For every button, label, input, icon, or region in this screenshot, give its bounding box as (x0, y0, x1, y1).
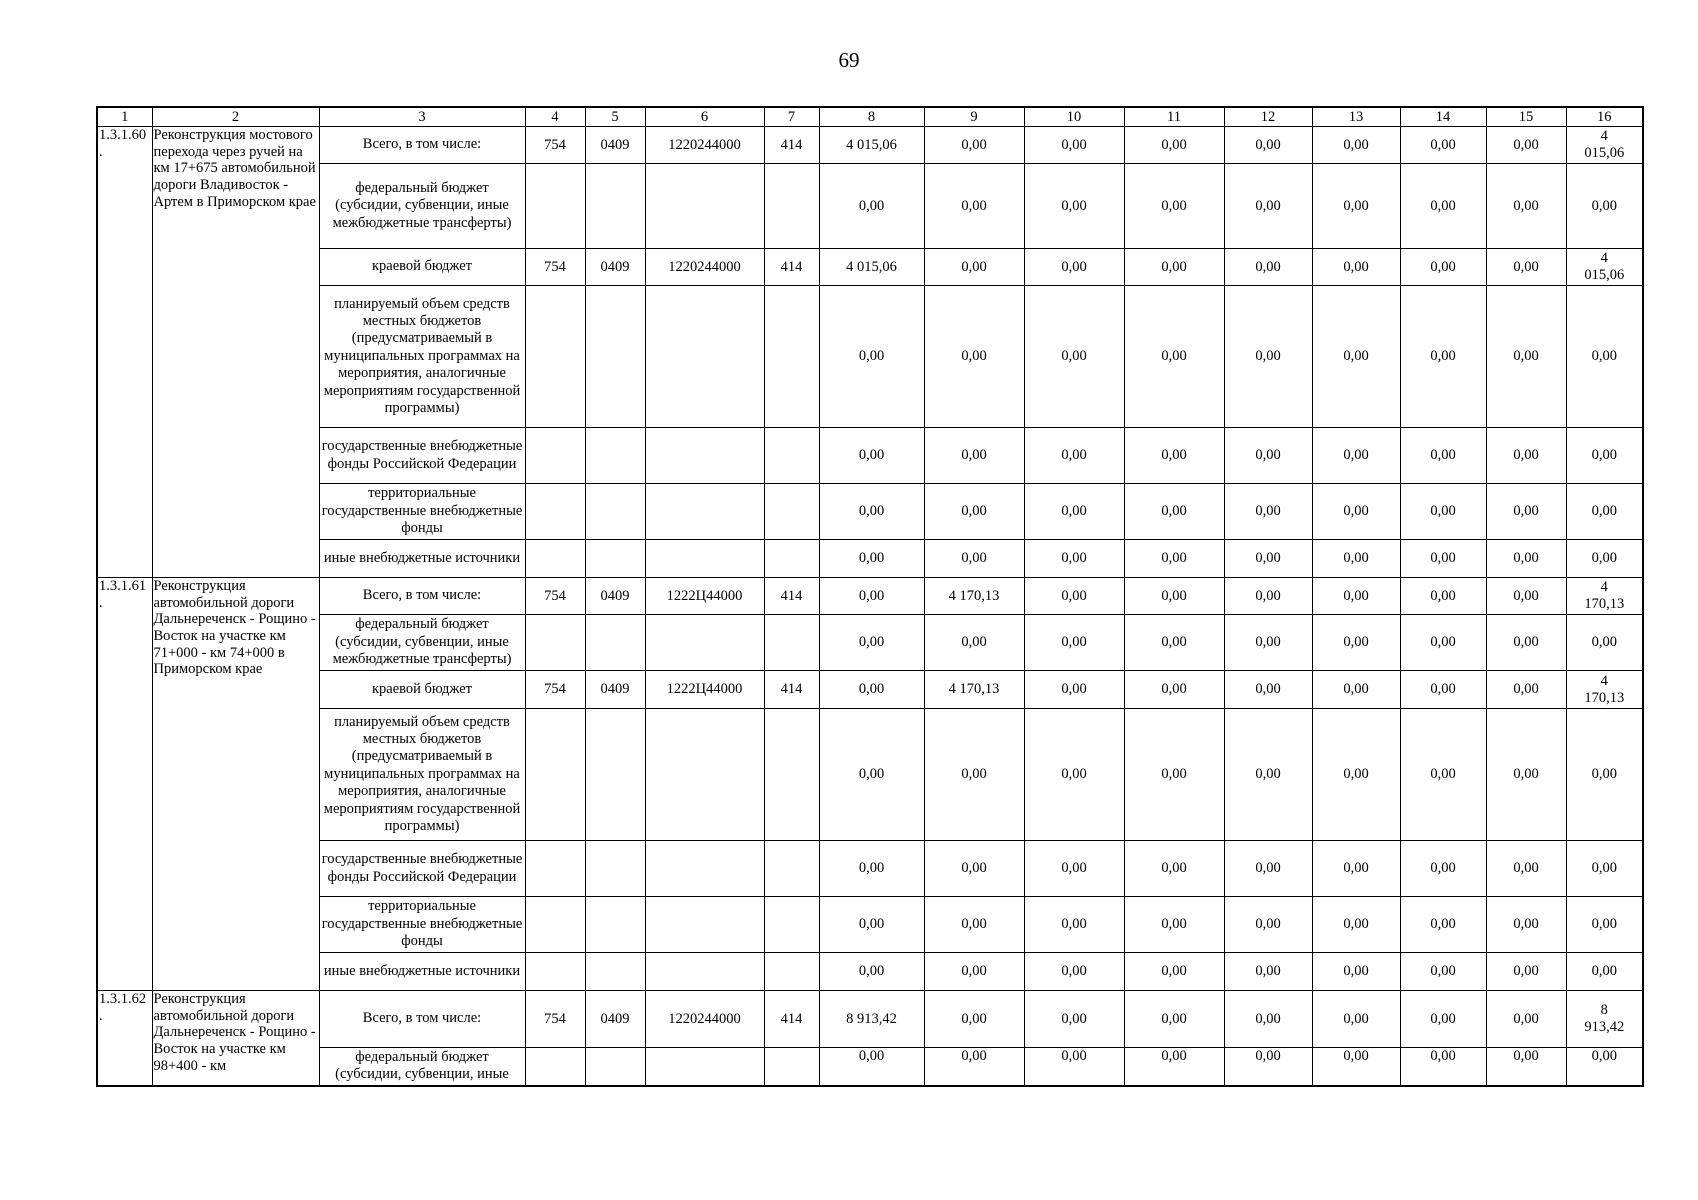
code-cell (645, 615, 764, 671)
amount-cell: 0,00 (1124, 249, 1224, 286)
code-cell (764, 615, 819, 671)
code-cell (645, 953, 764, 991)
code-cell (585, 953, 645, 991)
amount-cell: 0,00 (924, 709, 1024, 841)
amount-cell: 0,00 (1486, 841, 1566, 897)
code-cell (585, 164, 645, 249)
amount-cell: 0,00 (1400, 709, 1486, 841)
amount-cell: 4 170,13 (1566, 578, 1643, 615)
table-row (97, 709, 1643, 841)
amount-cell: 0,00 (1224, 671, 1312, 709)
amount-cell: 0,00 (1024, 709, 1124, 841)
amount-cell: 0,00 (1312, 953, 1400, 991)
amount-cell: 0,00 (1566, 709, 1643, 841)
amount-cell: 0,00 (924, 841, 1024, 897)
item-name: Реконструкция мостового перехода через ручей на км 17+675 автомобильной дороги Владивосток - Артем в Приморском крае (152, 127, 319, 578)
amount-cell: 0,00 (1486, 709, 1566, 841)
amount-cell: 0,00 (819, 428, 924, 484)
column-header: 11 (1124, 107, 1224, 127)
amount-cell: 0,00 (1566, 1048, 1643, 1086)
column-header: 3 (319, 107, 525, 127)
amount-cell: 4 015,06 (1566, 127, 1643, 164)
code-cell (525, 709, 585, 841)
amount-cell: 0,00 (1124, 578, 1224, 615)
amount-cell: 0,00 (1024, 428, 1124, 484)
item-code: 1.3.1.60 . (97, 127, 152, 578)
item-code: 1.3.1.62 . (97, 991, 152, 1086)
amount-cell: 0,00 (1124, 164, 1224, 249)
amount-cell: 0,00 (819, 953, 924, 991)
table-row (97, 671, 1643, 709)
amount-cell: 0,00 (1224, 127, 1312, 164)
amount-cell: 8 913,42 (819, 991, 924, 1048)
amount-cell: 0,00 (1024, 127, 1124, 164)
amount-cell: 0,00 (1400, 991, 1486, 1048)
table-row (97, 578, 1643, 615)
amount-cell: 0,00 (819, 286, 924, 428)
code-cell: 414 (764, 991, 819, 1048)
funding-source: федеральный бюджет (субсидии, субвенции, иные межбюджетные трансферты) (319, 615, 525, 671)
amount-cell: 0,00 (1312, 671, 1400, 709)
code-cell: 0409 (585, 127, 645, 164)
amount-cell: 0,00 (1224, 615, 1312, 671)
code-cell: 754 (525, 249, 585, 286)
code-cell (525, 1048, 585, 1086)
column-header: 15 (1486, 107, 1566, 127)
code-cell (764, 164, 819, 249)
amount-cell: 0,00 (1024, 897, 1124, 953)
code-cell (525, 428, 585, 484)
amount-cell: 0,00 (1312, 709, 1400, 841)
amount-cell: 0,00 (1024, 953, 1124, 991)
amount-cell: 0,00 (819, 615, 924, 671)
amount-cell: 0,00 (1024, 841, 1124, 897)
amount-cell: 0,00 (1024, 164, 1124, 249)
amount-cell: 0,00 (1566, 841, 1643, 897)
header-row (97, 107, 1643, 127)
amount-cell: 0,00 (1566, 897, 1643, 953)
funding-source: планируемый объем средств местных бюджетов (предусматриваемый в муниципальных программах на мероприятия, аналогичные мероприятиям государственной программы) (319, 709, 525, 841)
column-header: 7 (764, 107, 819, 127)
amount-cell: 0,00 (819, 709, 924, 841)
amount-cell: 0,00 (819, 1048, 924, 1086)
code-cell (645, 709, 764, 841)
amount-cell: 0,00 (1486, 540, 1566, 578)
amount-cell: 0,00 (1024, 615, 1124, 671)
amount-cell: 0,00 (924, 249, 1024, 286)
amount-cell: 0,00 (1312, 578, 1400, 615)
amount-cell: 0,00 (1566, 540, 1643, 578)
funding-source: Всего, в том числе: (319, 578, 525, 615)
code-cell (525, 615, 585, 671)
amount-cell: 0,00 (1400, 841, 1486, 897)
amount-cell: 0,00 (1224, 1048, 1312, 1086)
amount-cell: 4 170,13 (924, 671, 1024, 709)
amount-cell: 0,00 (1124, 1048, 1224, 1086)
code-cell (764, 709, 819, 841)
code-cell: 754 (525, 991, 585, 1048)
amount-cell: 4 015,06 (819, 127, 924, 164)
table-row (97, 164, 1643, 249)
funding-source: федеральный бюджет (субсидии, субвенции, иные (319, 1048, 525, 1086)
amount-cell: 0,00 (1124, 484, 1224, 540)
amount-cell: 0,00 (1400, 428, 1486, 484)
code-cell (525, 841, 585, 897)
code-cell (764, 286, 819, 428)
amount-cell: 0,00 (819, 841, 924, 897)
funding-source: иные внебюджетные источники (319, 540, 525, 578)
item-code: 1.3.1.61 . (97, 578, 152, 991)
amount-cell: 0,00 (1312, 428, 1400, 484)
amount-cell: 0,00 (1224, 897, 1312, 953)
amount-cell: 0,00 (819, 540, 924, 578)
table-row (97, 615, 1643, 671)
code-cell: 414 (764, 671, 819, 709)
amount-cell: 0,00 (1224, 164, 1312, 249)
amount-cell: 0,00 (1312, 1048, 1400, 1086)
amount-cell: 0,00 (924, 484, 1024, 540)
amount-cell: 0,00 (1224, 428, 1312, 484)
code-cell (585, 615, 645, 671)
amount-cell: 0,00 (1400, 164, 1486, 249)
column-header: 14 (1400, 107, 1486, 127)
code-cell: 754 (525, 578, 585, 615)
code-cell (585, 286, 645, 428)
amount-cell: 0,00 (1486, 953, 1566, 991)
table-body (97, 107, 1643, 1086)
amount-cell: 0,00 (1024, 1048, 1124, 1086)
code-cell (645, 1048, 764, 1086)
code-cell: 754 (525, 127, 585, 164)
code-cell (525, 540, 585, 578)
amount-cell: 0,00 (1124, 671, 1224, 709)
code-cell: 414 (764, 249, 819, 286)
code-cell (645, 428, 764, 484)
item-name: Реконструкция автомобильной дороги Дальнереченск - Рощино - Восток на участке км 71+000 - км 74+000 в Приморском крае (152, 578, 319, 991)
amount-cell: 0,00 (1124, 709, 1224, 841)
amount-cell: 0,00 (1024, 540, 1124, 578)
amount-cell: 0,00 (924, 897, 1024, 953)
code-cell (764, 953, 819, 991)
column-header: 12 (1224, 107, 1312, 127)
amount-cell: 0,00 (1486, 1048, 1566, 1086)
amount-cell: 0,00 (1486, 127, 1566, 164)
code-cell (645, 164, 764, 249)
item-name: Реконструкция автомобильной дороги Дальнереченск - Рощино - Восток на участке км 98+400 - км (152, 991, 319, 1086)
column-header: 4 (525, 107, 585, 127)
code-cell (645, 484, 764, 540)
amount-cell: 0,00 (1312, 540, 1400, 578)
amount-cell: 0,00 (1024, 286, 1124, 428)
amount-cell: 4 170,13 (1566, 671, 1643, 709)
amount-cell: 0,00 (1024, 249, 1124, 286)
amount-cell: 0,00 (1224, 540, 1312, 578)
amount-cell: 0,00 (924, 540, 1024, 578)
amount-cell: 0,00 (1124, 991, 1224, 1048)
budget-table (96, 106, 1644, 1087)
amount-cell: 0,00 (1486, 249, 1566, 286)
table-row (97, 428, 1643, 484)
code-cell: 414 (764, 578, 819, 615)
code-cell (764, 540, 819, 578)
amount-cell: 0,00 (1566, 428, 1643, 484)
amount-cell: 0,00 (1400, 671, 1486, 709)
amount-cell: 0,00 (1312, 991, 1400, 1048)
amount-cell: 0,00 (924, 615, 1024, 671)
amount-cell: 8 913,42 (1566, 991, 1643, 1048)
amount-cell: 0,00 (1486, 428, 1566, 484)
column-header: 10 (1024, 107, 1124, 127)
code-cell: 1222Ц44000 (645, 671, 764, 709)
amount-cell: 0,00 (1486, 164, 1566, 249)
amount-cell: 4 015,06 (1566, 249, 1643, 286)
amount-cell: 0,00 (1486, 615, 1566, 671)
code-cell (585, 484, 645, 540)
amount-cell: 0,00 (1400, 615, 1486, 671)
code-cell (764, 841, 819, 897)
amount-cell: 0,00 (1312, 127, 1400, 164)
amount-cell: 0,00 (1400, 286, 1486, 428)
code-cell (764, 1048, 819, 1086)
amount-cell: 0,00 (924, 1048, 1024, 1086)
column-header: 9 (924, 107, 1024, 127)
funding-source: федеральный бюджет (субсидии, субвенции, иные межбюджетные трансферты) (319, 164, 525, 249)
amount-cell: 0,00 (1312, 615, 1400, 671)
amount-cell: 0,00 (1124, 127, 1224, 164)
code-cell (764, 428, 819, 484)
column-header: 16 (1566, 107, 1643, 127)
funding-source: Всего, в том числе: (319, 127, 525, 164)
code-cell: 1222Ц44000 (645, 578, 764, 615)
code-cell: 0409 (585, 671, 645, 709)
amount-cell: 0,00 (1486, 578, 1566, 615)
code-cell: 1220244000 (645, 249, 764, 286)
column-header: 8 (819, 107, 924, 127)
table-row (97, 1048, 1643, 1086)
amount-cell: 0,00 (1312, 164, 1400, 249)
code-cell: 414 (764, 127, 819, 164)
funding-source: государственные внебюджетные фонды Российской Федерации (319, 428, 525, 484)
table-row (97, 540, 1643, 578)
amount-cell: 0,00 (1124, 428, 1224, 484)
page-number: 69 (838, 48, 860, 72)
amount-cell: 0,00 (1224, 841, 1312, 897)
amount-cell: 0,00 (1312, 897, 1400, 953)
code-cell: 0409 (585, 578, 645, 615)
code-cell: 754 (525, 671, 585, 709)
amount-cell: 0,00 (1024, 578, 1124, 615)
column-header: 2 (152, 107, 319, 127)
table-row (97, 249, 1643, 286)
amount-cell: 0,00 (819, 484, 924, 540)
code-cell (645, 841, 764, 897)
amount-cell: 0,00 (924, 127, 1024, 164)
amount-cell: 0,00 (1486, 286, 1566, 428)
code-cell (764, 897, 819, 953)
column-header: 5 (585, 107, 645, 127)
funding-source: территориальные государственные внебюджетные фонды (319, 484, 525, 540)
amount-cell: 0,00 (1224, 249, 1312, 286)
amount-cell: 0,00 (819, 164, 924, 249)
code-cell: 0409 (585, 249, 645, 286)
amount-cell: 0,00 (1566, 484, 1643, 540)
code-cell (585, 709, 645, 841)
amount-cell: 0,00 (1124, 286, 1224, 428)
code-cell (525, 897, 585, 953)
table-row (97, 991, 1643, 1048)
amount-cell: 0,00 (1486, 671, 1566, 709)
amount-cell: 0,00 (1400, 127, 1486, 164)
code-cell: 1220244000 (645, 127, 764, 164)
amount-cell: 0,00 (1312, 841, 1400, 897)
code-cell: 1220244000 (645, 991, 764, 1048)
amount-cell: 0,00 (1400, 953, 1486, 991)
amount-cell: 0,00 (1124, 540, 1224, 578)
table-row (97, 953, 1643, 991)
amount-cell: 0,00 (1312, 249, 1400, 286)
code-cell (585, 540, 645, 578)
code-cell (645, 897, 764, 953)
amount-cell: 0,00 (1400, 540, 1486, 578)
amount-cell: 0,00 (1400, 1048, 1486, 1086)
amount-cell: 0,00 (1486, 991, 1566, 1048)
amount-cell: 0,00 (1124, 897, 1224, 953)
amount-cell: 0,00 (1024, 484, 1124, 540)
amount-cell: 0,00 (1566, 164, 1643, 249)
amount-cell: 0,00 (1566, 615, 1643, 671)
code-cell (525, 286, 585, 428)
amount-cell: 0,00 (1124, 841, 1224, 897)
amount-cell: 0,00 (1566, 286, 1643, 428)
code-cell (525, 953, 585, 991)
amount-cell: 0,00 (1486, 484, 1566, 540)
column-header: 1 (97, 107, 152, 127)
amount-cell: 0,00 (1224, 991, 1312, 1048)
table-row (97, 897, 1643, 953)
code-cell (585, 428, 645, 484)
amount-cell: 0,00 (819, 897, 924, 953)
table-row (97, 286, 1643, 428)
amount-cell: 0,00 (1024, 671, 1124, 709)
amount-cell: 4 170,13 (924, 578, 1024, 615)
amount-cell: 0,00 (1400, 578, 1486, 615)
amount-cell: 0,00 (1312, 484, 1400, 540)
code-cell (645, 286, 764, 428)
column-header: 13 (1312, 107, 1400, 127)
code-cell (525, 164, 585, 249)
amount-cell: 0,00 (1312, 286, 1400, 428)
amount-cell: 0,00 (1224, 484, 1312, 540)
code-cell (585, 1048, 645, 1086)
table-row (97, 484, 1643, 540)
amount-cell: 0,00 (924, 286, 1024, 428)
code-cell: 0409 (585, 991, 645, 1048)
table-row (97, 841, 1643, 897)
code-cell (585, 897, 645, 953)
amount-cell: 0,00 (819, 671, 924, 709)
amount-cell: 0,00 (1124, 615, 1224, 671)
code-cell (764, 484, 819, 540)
amount-cell: 0,00 (924, 953, 1024, 991)
amount-cell: 0,00 (1224, 953, 1312, 991)
amount-cell: 0,00 (924, 164, 1024, 249)
amount-cell: 0,00 (1566, 953, 1643, 991)
table-row (97, 127, 1643, 164)
code-cell (585, 841, 645, 897)
funding-source: иные внебюджетные источники (319, 953, 525, 991)
amount-cell: 0,00 (1400, 249, 1486, 286)
funding-source: территориальные государственные внебюджетные фонды (319, 897, 525, 953)
amount-cell: 4 015,06 (819, 249, 924, 286)
funding-source: краевой бюджет (319, 249, 525, 286)
amount-cell: 0,00 (924, 428, 1024, 484)
amount-cell: 0,00 (819, 578, 924, 615)
code-cell (525, 484, 585, 540)
amount-cell: 0,00 (1124, 953, 1224, 991)
amount-cell: 0,00 (1224, 709, 1312, 841)
amount-cell: 0,00 (1024, 991, 1124, 1048)
amount-cell: 0,00 (1400, 484, 1486, 540)
funding-source: краевой бюджет (319, 671, 525, 709)
amount-cell: 0,00 (924, 991, 1024, 1048)
amount-cell: 0,00 (1224, 578, 1312, 615)
amount-cell: 0,00 (1486, 897, 1566, 953)
code-cell (645, 540, 764, 578)
amount-cell: 0,00 (1400, 897, 1486, 953)
funding-source: государственные внебюджетные фонды Российской Федерации (319, 841, 525, 897)
funding-source: планируемый объем средств местных бюджетов (предусматриваемый в муниципальных программах на мероприятия, аналогичные мероприятиям государственной программы) (319, 286, 525, 428)
funding-source: Всего, в том числе: (319, 991, 525, 1048)
amount-cell: 0,00 (1224, 286, 1312, 428)
column-header: 6 (645, 107, 764, 127)
